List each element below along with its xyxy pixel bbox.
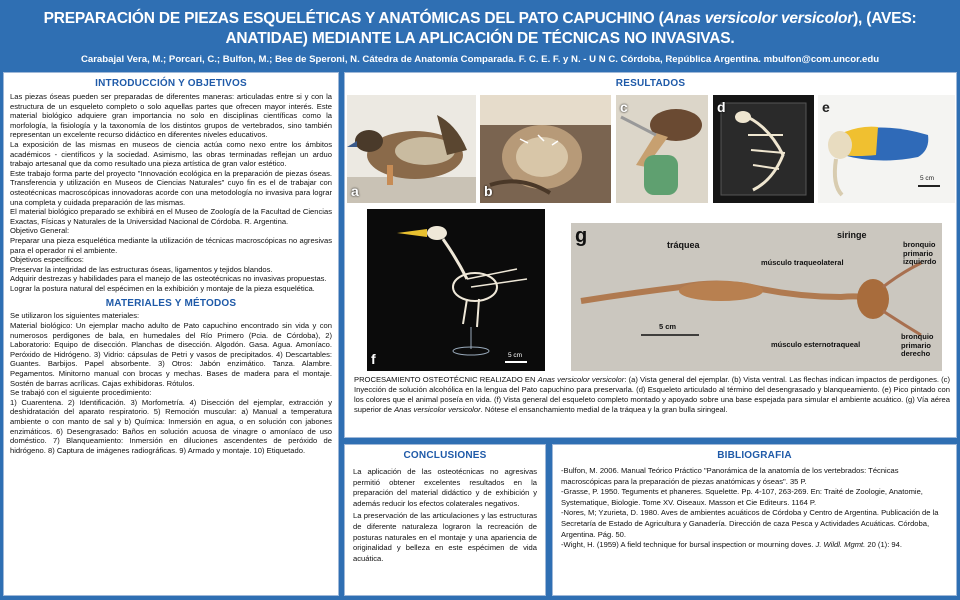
- intro-paragraph: Lograr la postura natural del espécimen en la exhibición y montaje de la pieza esquelética.: [10, 283, 315, 293]
- scale-label-g: 5 cm: [659, 322, 677, 331]
- results-caption: [354, 375, 950, 415]
- intro-paragraph: Objetivos específicos:: [10, 255, 84, 265]
- intro-paragraph: Adquirir destrezas y habilidades para el manejo de las osteotécnicas no invasivas propuestas.: [10, 274, 327, 284]
- caption-body: : (a) Vista general del ejemplar. (b) Vista ventral. Las flechas indican impactos de perdigones. (c) Inyección de solución alcohólica en la lengua del Pato capuchino para preservarla. (d) Esqueleto articulado al término del desengrasado y blanqueamiento. (e) Pico pintado con los colores que el animal poseía en vida. (f) Vista general del esqueleto completo montado y apoyado sobre una base espejada para simular el ambiente acuático. (g) Vía aérea superior de: [354, 375, 951, 414]
- mounted-skeleton-illustration: [367, 209, 545, 371]
- title-species: Anas versicolor versicolor: [663, 10, 854, 27]
- photo-label-g: g: [575, 225, 588, 247]
- authors: Carabajal Vera, M.; Porcari, C.; Bulfon, M.; Bee de Speroni, N. Cátedra de Anatomía Comparada. F. C. E. F. y N. - U N C. Córdoba, República Argentina. mbulfon@com.uncor.edu: [80, 54, 880, 65]
- title-line2: ANATIDAE) MEDIANTE LA APLICACIÓN DE TÉCNICAS NO INVASIVAS.: [225, 30, 735, 47]
- photo-label-c: c: [620, 99, 628, 115]
- bibliography-ref: -Grasse, P. 1950. Teguments et phaneres. Squelette. Pp. 4-107, 263-269. En: Traité de Zoologie, Anatomie, Systematique, Biologie. Tome XV. Oiseaux. Masson et Cie Editeurs. 1164 P.: [561, 487, 923, 507]
- airway-illustration: [571, 223, 942, 371]
- skeleton-box-illustration: [713, 95, 814, 203]
- bibliography-text: [561, 466, 948, 551]
- intro-paragraph: El material biológico preparado se exhibirá en el Museo de Zoología de la Facultad de Ciencias Exactas, Físicas y Naturales de la Universidad Nacional de Córdoba. R. Argentina.: [10, 207, 332, 226]
- poster-header: [0, 0, 960, 70]
- conclusions-paragraph: La preservación de las articulaciones y las estructuras de diferente naturaleza lograron la recreación de posturas naturales en el montaje y una apariencia de originalidad y belleza en este espécimen de vida acuática.: [353, 511, 537, 563]
- photo-label-d: d: [717, 99, 726, 115]
- intro-paragraph: Objetivo General:: [10, 226, 70, 236]
- label-traqueolateral: músculo traqueolateral: [761, 258, 844, 267]
- methods-text: [10, 311, 332, 455]
- intro-paragraph: La exposición de las mismas en museos de ciencia actúa como nexo entre los ámbitos académicos - científicos y la sociedad. Asimismo, las obras terminadas reflejan un arduo trabajo artesanal que da como resultado una pieza artística de gran valor estético.: [10, 139, 332, 169]
- intro-methods-panel: [3, 72, 339, 596]
- bibliography-ref: -Bulfon, M. 2006. Manual Teórico Práctico "Panorámica de la anatomía de los vertebrados: Técnicas macroscópicas para la preparación de piezas anatómicas y óseas". 35 P.: [561, 466, 899, 486]
- photo-duck-general: [347, 95, 476, 203]
- bibliography-title: BIBLIOGRAFIA: [717, 450, 792, 461]
- methods-paragraph: Material biológico: Un ejemplar macho adulto de Pato capuchino encontrado sin vida y con numerosos perdigones de bala, en humedales del Río Primero (Pcia. de Córdoba), 2) Laboratorio: Equipo de disección. Planchas de disección. Algodón. Gasa. Agua. Amoníaco. Peróxido de Hidrógeno. 3) Vidrio: cápsulas de Petri y vasos de precipitados. 4) Descartables: Guantes. Barbijos. Papel absorbente. 3) Otros: Jabón enzimático. Tanza. Alambre. Pegamentos. Minitorno manual con brocas y mechas. Bases de madera para el montaje. Sostén de barras acrílicas. Cajas exhibidoras. Rótulos.: [10, 321, 332, 388]
- caption-lead: PROCESAMIENTO OSTEOTÉCNIC REALIZADO EN: [354, 375, 538, 384]
- photo-label-e: e: [822, 99, 830, 115]
- photo-tongue-injection: [616, 95, 708, 203]
- bibliography-ref: [561, 540, 948, 551]
- photo-painted-beak: [818, 95, 955, 203]
- bibliography-panel: [552, 444, 957, 596]
- label-esternotraqueal: músculo esternotraqueal: [771, 340, 861, 349]
- scale-label-f: 5 cm: [508, 352, 523, 359]
- bibliography-ref: -Nores, M; Yzurieta, D. 1980. Aves de ambientes acuáticos de Córdoba y Centro de Argentina. Publicación de la Secretaría de Estado de Agricultura y Ganadería. Dirección de caza Pesca y Actividades Acuáticas. Córdoba, Argentina. Pág. 50.: [561, 508, 939, 539]
- label-siringe: siringe: [837, 230, 867, 240]
- label-bronquio-derecho: bronquio primario derecho: [901, 332, 934, 358]
- intro-title: INTRODUCCIÓN Y OBJETIVOS: [95, 78, 247, 89]
- intro-paragraph: Las piezas óseas pueden ser preparadas de diferentes maneras: articuladas entre si y con la estructura de un esqueleto completo o solo aquellas partes que ofrecen mayor interés. Este material biológico adquiere gran importancia no solo en disciplinas científicas como la morfología, la fisiología y la taxonomía de los distintos grupos de vertebrados, sino también representan un excelente recurso didáctico en diferentes niveles educativos.: [10, 92, 332, 140]
- ventral-illustration: [480, 95, 611, 203]
- photo-upper-airway: [571, 223, 942, 371]
- photo-mounted-skeleton: [367, 209, 545, 371]
- injection-illustration: [616, 95, 708, 203]
- intro-paragraph: Preparar una pieza esquelética mediante la utilización de técnicas macroscópicas no agresivas para el operador ni el ambiente.: [10, 235, 332, 255]
- poster-title: [0, 0, 960, 49]
- scale-label-e: 5 cm: [920, 175, 935, 182]
- caption-species: Anas versicolor versicolor: [537, 375, 625, 384]
- methods-title: MATERIALES Y MÉTODOS: [105, 298, 237, 310]
- ref-wight-main: -Wight, H. (1959) A field technique for bursal inspection or mourning doves.: [561, 540, 816, 550]
- photo-label-a: a: [351, 183, 359, 199]
- methods-paragraph: Se trabajó con el siguiente procedimiento:: [10, 388, 152, 398]
- photo-articulated-skeleton-box: [713, 95, 814, 203]
- label-bronquio-izquierdo: bronquio primario izquierdo: [903, 240, 937, 266]
- photo-label-b: b: [484, 183, 493, 199]
- title-part1: PREPARACIÓN DE PIEZAS ESQUELÉTICAS Y ANATÓMICAS DEL PATO CAPUCHINO (: [43, 10, 664, 27]
- caption-end: . Nótese el ensanchamiento medial de la tráquea y la gran bulla siringeal.: [480, 405, 728, 414]
- methods-paragraph: 1) Cuarentena. 2) Identificación. 3) Morfometría. 4) Disección del ejemplar, extracción y deshidratación del aparato respiratorio. 5) Remoción muscular: a) Manual a temperatura ambiente o con manto de sal y b) Química: Inmersión en agua, o en solución con jabones enzimáticos. 6) Desengrasado: Baños en solución acuosa de vinagre o amoníaco de uso doméstico. 7) Blanqueamiento: Inmersión en diluciones ascendentes de peróxido de hidrógeno. 8) Captura de imágenes radiográficas. 9) Armado y montaje. 10) Etiquetado.: [10, 397, 332, 455]
- caption-species-2: Anas versicolor versicolor: [394, 405, 481, 414]
- results-title: RESULTADOS: [615, 78, 686, 89]
- title-part2: ), (AVES:: [853, 10, 917, 27]
- conclusions-paragraph: La aplicación de las osteotécnicas no agresivas permitió obtener excelentes resultados en la preparación del material didáctico y de exhibición y además reducir los efectos colaterales negativos.: [353, 467, 537, 508]
- intro-paragraph: Este trabajo forma parte del proyecto "Innovación ecológica en la preparación de piezas óseas. Transferencia y utilización en Museos de Ciencias Naturales" cuyo fin es el de trabajar con osteotécnicas macroscópicas innovadoras acorde con una metodología no invasiva para lograr una completa y cuidada preparación de las mismas.: [10, 168, 332, 207]
- intro-paragraph: Preservar la integridad de las estructuras óseas, ligamentos y tejidos blandos.: [10, 264, 273, 274]
- conclusions-text: [353, 467, 537, 564]
- label-traquea: tráquea: [667, 240, 700, 250]
- conclusions-title: CONCLUSIONES: [403, 450, 487, 461]
- duck-illustration: [347, 95, 476, 203]
- photo-label-f: f: [371, 351, 376, 367]
- scale-bar-e: [918, 185, 940, 187]
- photo-ventral-view: [480, 95, 611, 203]
- methods-paragraph: Se utilizaron los siguientes materiales:: [10, 311, 140, 321]
- scale-bar-f: [505, 361, 527, 363]
- ref-wight-journal: J. Wildl. Mgmt.: [815, 540, 866, 550]
- intro-text: [10, 92, 332, 293]
- conclusions-panel: [344, 444, 546, 596]
- ref-wight-volume: 20 (1): 94.: [865, 540, 902, 550]
- results-panel: [344, 72, 957, 438]
